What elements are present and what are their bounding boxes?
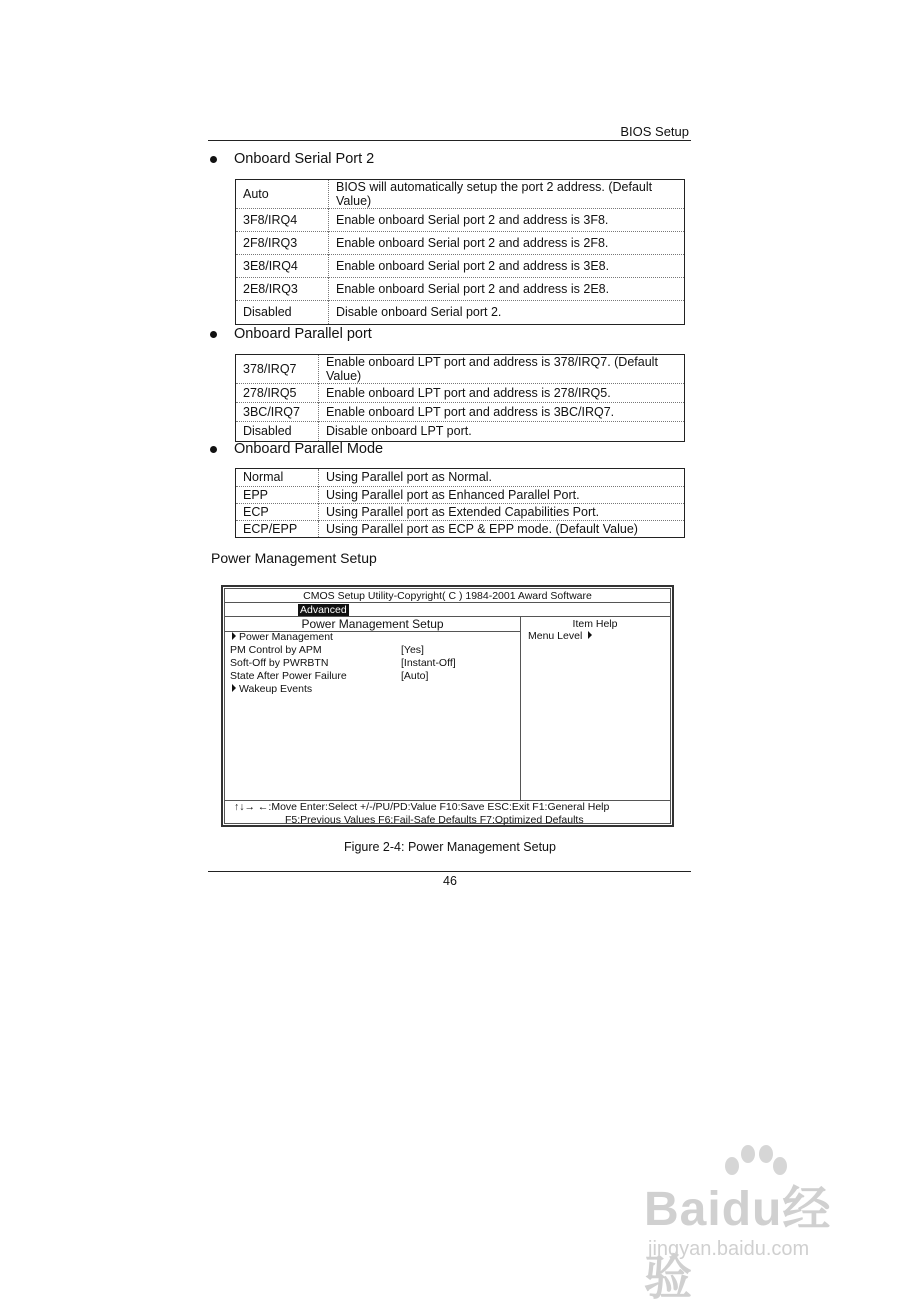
menu-item-pm-control-by-apm[interactable] (230, 644, 322, 656)
menu-item-label: Soft-Off by PWRBTN (230, 657, 329, 669)
submenu-arrow-icon (232, 632, 236, 640)
menu-item-label: PM Control by APM (230, 644, 322, 656)
option-cell: Normal (236, 469, 319, 486)
desc-cell: Disable onboard LPT port. (319, 422, 685, 441)
desc-cell: Enable onboard Serial port 2 and address is 3E8. (329, 255, 685, 278)
option-cell: 3E8/IRQ4 (236, 255, 329, 278)
table-row (236, 384, 684, 403)
serial-port-title: Onboard Serial Port 2 (234, 151, 375, 167)
option-cell: 278/IRQ5 (236, 384, 319, 403)
bios-rule (225, 602, 670, 603)
bios-copyright: CMOS Setup Utility-Copyright( C ) 1984-2001 Award Software (303, 590, 592, 602)
table-row (236, 209, 684, 232)
option-cell: Disabled (236, 301, 329, 324)
watermark-logo: Baidu经验 (644, 1183, 832, 1305)
soft-off-value[interactable]: [Instant-Off] (401, 657, 456, 669)
menu-item-state-after-power-failure[interactable] (230, 670, 347, 682)
table-row (236, 469, 684, 486)
option-cell: 378/IRQ7 (236, 355, 319, 384)
page-number: 46 (443, 874, 457, 888)
parallel-mode-heading (210, 441, 383, 457)
menu-level-label: Menu Level (528, 630, 583, 642)
option-cell: EPP (236, 486, 319, 503)
pm-control-value[interactable]: [Yes] (401, 644, 424, 656)
table-row (236, 503, 684, 520)
option-cell: 2E8/IRQ3 (236, 278, 329, 301)
menu-item-label: State After Power Failure (230, 670, 347, 682)
table-row (236, 403, 684, 422)
submenu-arrow-icon (588, 631, 592, 639)
table-row (236, 301, 684, 324)
desc-cell: Disable onboard Serial port 2. (329, 301, 685, 324)
tab-advanced[interactable]: Advanced (300, 604, 347, 616)
submenu-arrow-icon (232, 684, 236, 692)
watermark-url: jingyan.baidu.com (648, 1238, 810, 1260)
bullet-icon (210, 446, 217, 453)
desc-cell: Using Parallel port as Enhanced Parallel Port. (319, 486, 685, 503)
desc-cell: Using Parallel port as Normal. (326, 470, 493, 485)
power-failure-value[interactable]: [Auto] (401, 670, 429, 682)
desc-cell: Enable onboard Serial port 2 and address is 3F8. (329, 209, 685, 232)
menu-item-label: Power Management (239, 631, 333, 643)
bios-pane-divider (520, 617, 521, 800)
serial-port-table (235, 179, 685, 325)
bios-key-help-line-2: F5:Previous Values F6:Fail-Safe Defaults F7:Optimized Defaults (285, 814, 584, 826)
header-rule (208, 140, 691, 141)
desc-cell: Enable onboard LPT port and address is 278/IRQ5. (319, 384, 685, 403)
option-cell: 2F8/IRQ3 (236, 232, 329, 255)
table-row (236, 486, 684, 503)
table-row (236, 422, 684, 441)
menu-level (528, 630, 595, 642)
menu-item-wakeup-events[interactable] (230, 683, 312, 695)
option-cell: Auto (236, 180, 329, 209)
option-cell: 3BC/IRQ7 (236, 403, 319, 422)
desc-cell: Using Parallel port as Extended Capabilities Port. (319, 503, 685, 520)
serial-port-heading (210, 151, 374, 167)
option-cell: ECP/EPP (236, 520, 319, 537)
desc-cell: Enable onboard Serial port 2 and address is 2E8. (329, 278, 685, 301)
desc-cell: BIOS will automatically setup the port 2 address. (Default Value) (336, 180, 653, 208)
desc-cell: Enable onboard LPT port and address is 378/IRQ7. (Default Value) (326, 355, 658, 383)
option-cell: 3F8/IRQ4 (236, 209, 329, 232)
bios-frame (224, 588, 671, 824)
item-help-title: Item Help (572, 618, 618, 630)
menu-item-soft-off-by-pwrbtn[interactable] (230, 657, 328, 669)
desc-cell: Enable onboard LPT port and address is 3BC/IRQ7. (319, 403, 685, 422)
parallel-port-table (235, 354, 685, 442)
bios-pane-title: Power Management Setup (225, 617, 520, 632)
bios-key-help-line-1: ↑↓→ ←:Move Enter:Select +/-/PU/PD:Value F10:Save ESC:Exit F1:General Help (234, 801, 610, 813)
desc-cell: Enable onboard Serial port 2 and address is 2F8. (329, 232, 685, 255)
table-row (236, 355, 684, 384)
table-row (236, 232, 684, 255)
parallel-port-title: Onboard Parallel port (234, 326, 372, 342)
footer-rule (208, 871, 691, 872)
parallel-port-heading (210, 326, 372, 342)
desc-cell: Using Parallel port as ECP & EPP mode. (Default Value) (319, 520, 685, 537)
power-management-heading: Power Management Setup (211, 550, 377, 566)
menu-item-label: Wakeup Events (239, 683, 313, 695)
figure-caption: Figure 2-4: Power Management Setup (344, 840, 556, 854)
bios-screen (221, 585, 674, 827)
parallel-mode-table (235, 468, 685, 538)
parallel-mode-title: Onboard Parallel Mode (234, 441, 384, 457)
table-row (236, 255, 684, 278)
menu-item-power-management[interactable] (230, 631, 333, 643)
option-cell: Disabled (236, 422, 319, 441)
option-cell: ECP (236, 503, 319, 520)
table-row (236, 180, 684, 209)
bullet-icon (210, 156, 217, 163)
watermark (640, 1140, 860, 1305)
bullet-icon (210, 331, 217, 338)
table-row (236, 520, 684, 537)
running-header: BIOS Setup (620, 124, 689, 139)
table-row (236, 278, 684, 301)
